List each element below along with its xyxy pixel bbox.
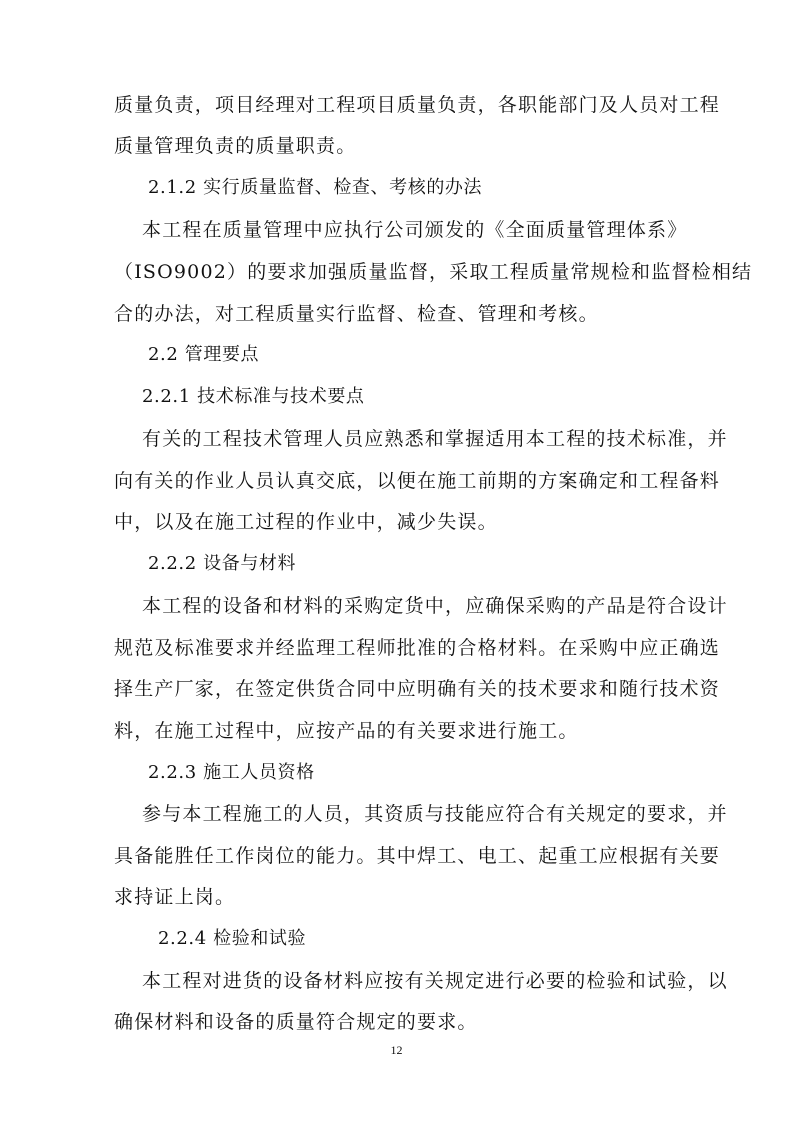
page-number: 12: [390, 1043, 403, 1057]
section-heading: 2.2.4 检验和试验: [158, 928, 307, 949]
paragraph-line: 有关的工程技术管理人员应熟悉和掌握适用本工程的技术标准，并: [142, 428, 728, 450]
paragraph-line: 本工程在质量管理中应执行公司颁发的《全面质量管理体系》: [142, 219, 688, 241]
paragraph-line: 料，在施工过程中，应按产品的有关要求进行施工。: [114, 720, 579, 742]
section-heading: 2.2.2 设备与材料: [148, 553, 297, 574]
paragraph-line: 求持证上岗。: [114, 886, 236, 908]
paragraph-line: 本工程的设备和材料的采购定货中，应确保采购的产品是符合设计: [142, 595, 728, 617]
paragraph-line: 规范及标准要求并经监理工程师批准的合格材料。在采购中应正确选: [114, 637, 721, 659]
paragraph-line: 质量负责，项目经理对工程项目质量负责，各职能部门及人员对工程: [114, 94, 721, 116]
section-heading: 2.2.3 施工人员资格: [148, 762, 315, 783]
paragraph-line: 择生产厂家，在签定供货合同中应明确有关的技术要求和随行技术资: [114, 678, 721, 700]
paragraph-line: 本工程对进货的设备材料应按有关规定进行必要的检验和试验，以: [142, 970, 728, 992]
paragraph-line: （ISO9002）的要求加强质量监督，采取工程质量常规检和监督检相结: [114, 261, 753, 283]
paragraph-line: 参与本工程施工的人员，其资质与技能应符合有关规定的要求，并: [142, 803, 728, 825]
section-heading: 2.2 管理要点: [148, 344, 260, 365]
paragraph-line: 向有关的作业人员认真交底，以便在施工前期的方案确定和工程备料: [114, 470, 721, 492]
paragraph-line: 中，以及在施工过程的作业中，减少失误。: [114, 511, 498, 533]
paragraph-line: 质量管理负责的质量职责。: [114, 135, 357, 157]
section-heading: 2.2.1 技术标准与技术要点: [142, 386, 365, 407]
paragraph-line: 确保材料和设备的质量符合规定的要求。: [114, 1011, 478, 1033]
section-heading: 2.1.2 实行质量监督、检查、考核的办法: [148, 177, 483, 198]
paragraph-line: 具备能胜任工作岗位的能力。其中焊工、电工、起重工应根据有关要: [114, 845, 721, 867]
paragraph-line: 合的办法，对工程质量实行监督、检查、管理和考核。: [114, 303, 599, 325]
